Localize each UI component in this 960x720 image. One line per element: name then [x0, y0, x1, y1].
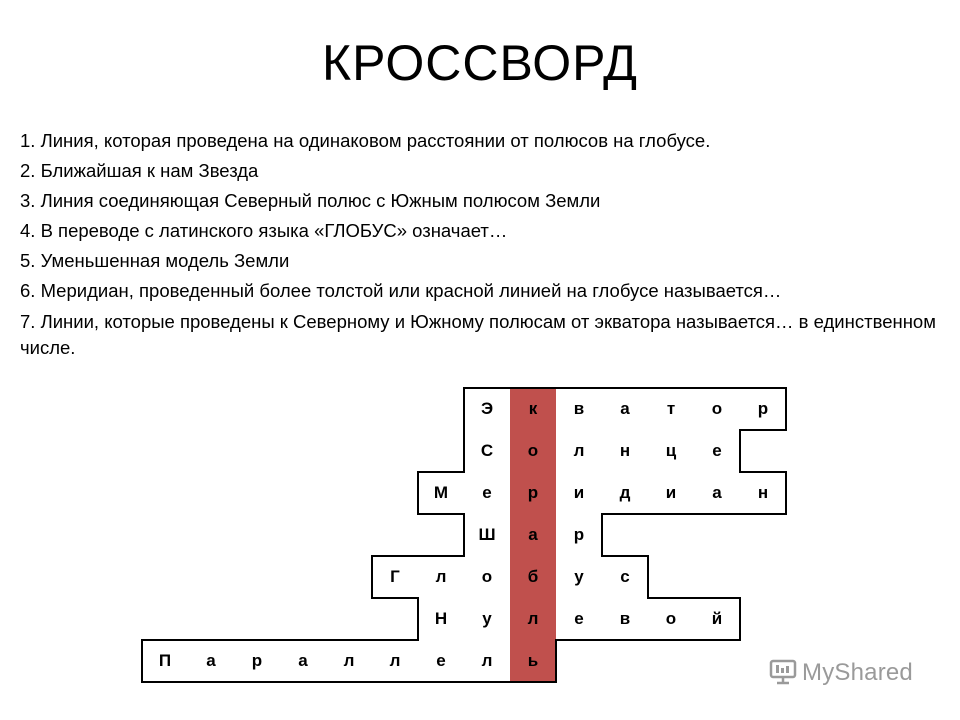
crossword-cell: е: [712, 441, 722, 460]
crossword-cell: а: [206, 651, 216, 670]
crossword-cell: М: [433, 483, 449, 502]
grid-line: [371, 681, 419, 683]
grid-line: [187, 681, 235, 683]
grid-line: [141, 639, 189, 641]
crossword-cell: о: [481, 567, 493, 586]
clue-3: 3. Линия соединяющая Северный полюс с Южным полюсом Земли: [20, 190, 601, 211]
grid-line: [739, 430, 741, 472]
crossword-cell: л: [435, 567, 447, 586]
grid-line: [141, 681, 189, 683]
presentation-board-icon: [768, 656, 798, 691]
crossword-cell: е: [482, 483, 492, 502]
crossword-cell: у: [482, 609, 492, 628]
grid-line: [601, 513, 649, 515]
page-title: КРОССВОРД: [322, 35, 638, 91]
clue-5: 5. Уменьшенная модель Земли: [20, 250, 290, 271]
grid-line: [555, 640, 557, 682]
grid-line: [739, 387, 787, 389]
watermark: [768, 658, 913, 688]
crossword-cell: е: [574, 609, 584, 628]
clue-7: 7. Линии, которые проведены к Северному и Южному полюсам от экватора называется… в единственном числе.: [20, 311, 936, 358]
crossword-cell: о: [665, 609, 677, 628]
crossword-cell: т: [666, 399, 676, 418]
grid-line: [693, 387, 741, 389]
crossword-cell: л: [573, 441, 585, 460]
grid-line: [693, 639, 741, 641]
grid-line: [325, 681, 373, 683]
crossword-cell: с: [620, 567, 630, 586]
grid-line: [785, 388, 787, 430]
grid-line: [555, 387, 603, 389]
grid-line: [463, 681, 511, 683]
grid-line: [417, 471, 465, 473]
grid-line: [693, 513, 741, 515]
crossword-cell: д: [619, 483, 631, 502]
crossword-cell: в: [573, 399, 585, 418]
watermark-text: MyShared: [802, 659, 913, 686]
grid-line: [647, 387, 695, 389]
crossword-cell: Ш: [478, 525, 496, 544]
grid-line: [601, 387, 649, 389]
crossword-cell: к: [528, 399, 538, 418]
grid-line: [187, 639, 235, 641]
grid-line: [325, 639, 373, 641]
grid-line: [739, 429, 787, 431]
grid-line: [279, 681, 327, 683]
clue-1: 1. Линия, которая проведена на одинаковом расстоянии от полюсов на глобусе.: [20, 130, 711, 151]
crossword-cell: л: [389, 651, 401, 670]
crossword-cell: Н: [434, 609, 448, 628]
crossword-cell: и: [573, 483, 585, 502]
crossword-cell: в: [619, 609, 631, 628]
crossword-cell: С: [480, 441, 494, 460]
grid-line: [647, 513, 695, 515]
grid-line: [601, 555, 649, 557]
grid-line: [233, 639, 281, 641]
crossword-cell: а: [298, 651, 308, 670]
grid-line: [371, 555, 419, 557]
grid-line: [463, 387, 511, 389]
crossword-cell: б: [527, 567, 539, 586]
crossword-cell: л: [343, 651, 355, 670]
grid-line: [601, 514, 603, 556]
crossword-cell: Э: [480, 399, 494, 418]
grid-line: [417, 513, 465, 515]
crossword-cell: Г: [390, 567, 400, 586]
grid-line: [555, 639, 603, 641]
grid-line: [371, 597, 419, 599]
crossword-cell: л: [527, 609, 539, 628]
grid-line: [647, 597, 695, 599]
crossword-cell: р: [573, 525, 585, 544]
grid-line: [371, 556, 373, 598]
crossword-cell: а: [528, 525, 538, 544]
crossword-cell: н: [619, 441, 631, 460]
grid-line: [601, 639, 649, 641]
grid-line: [279, 639, 327, 641]
grid-line: [417, 681, 465, 683]
grid-line: [739, 598, 741, 640]
clue-2: 2. Ближайшая к нам Звезда: [20, 160, 259, 181]
crossword-cell: р: [251, 651, 263, 670]
crossword-cell: р: [757, 399, 769, 418]
crossword-cell: П: [158, 651, 172, 670]
grid-line: [509, 387, 557, 389]
crossword-cell: й: [711, 609, 723, 628]
grid-line: [233, 681, 281, 683]
crossword-cell: а: [712, 483, 722, 502]
clue-4: 4. В переводе с латинского языка «ГЛОБУС» означает…: [20, 220, 508, 241]
grid-line: [647, 556, 649, 598]
grid-line: [141, 640, 143, 682]
crossword-cell: ь: [527, 651, 539, 670]
crossword-cell: о: [711, 399, 723, 418]
grid-line: [463, 514, 465, 556]
crossword-cell: н: [757, 483, 769, 502]
grid-line: [463, 430, 465, 472]
grid-line: [739, 513, 787, 515]
crossword-cell: р: [527, 483, 539, 502]
crossword-cell: о: [527, 441, 539, 460]
grid-line: [647, 639, 695, 641]
grid-line: [371, 639, 419, 641]
crossword-cell: у: [574, 567, 584, 586]
crossword-cell: л: [481, 651, 493, 670]
grid-line: [417, 472, 419, 514]
grid-line: [693, 597, 741, 599]
grid-line: [417, 555, 465, 557]
crossword-cell: ц: [665, 441, 677, 460]
grid-line: [417, 598, 419, 640]
clue-list: [20, 126, 950, 361]
crossword-cell: е: [436, 651, 446, 670]
grid-line: [739, 471, 787, 473]
crossword-cell: а: [620, 399, 630, 418]
grid-line: [509, 681, 557, 683]
grid-line: [463, 388, 465, 430]
clue-6: 6. Меридиан, проведенный более толстой или красной линией на глобусе называется…: [20, 280, 782, 301]
crossword-cell: и: [665, 483, 677, 502]
grid-line: [785, 472, 787, 514]
